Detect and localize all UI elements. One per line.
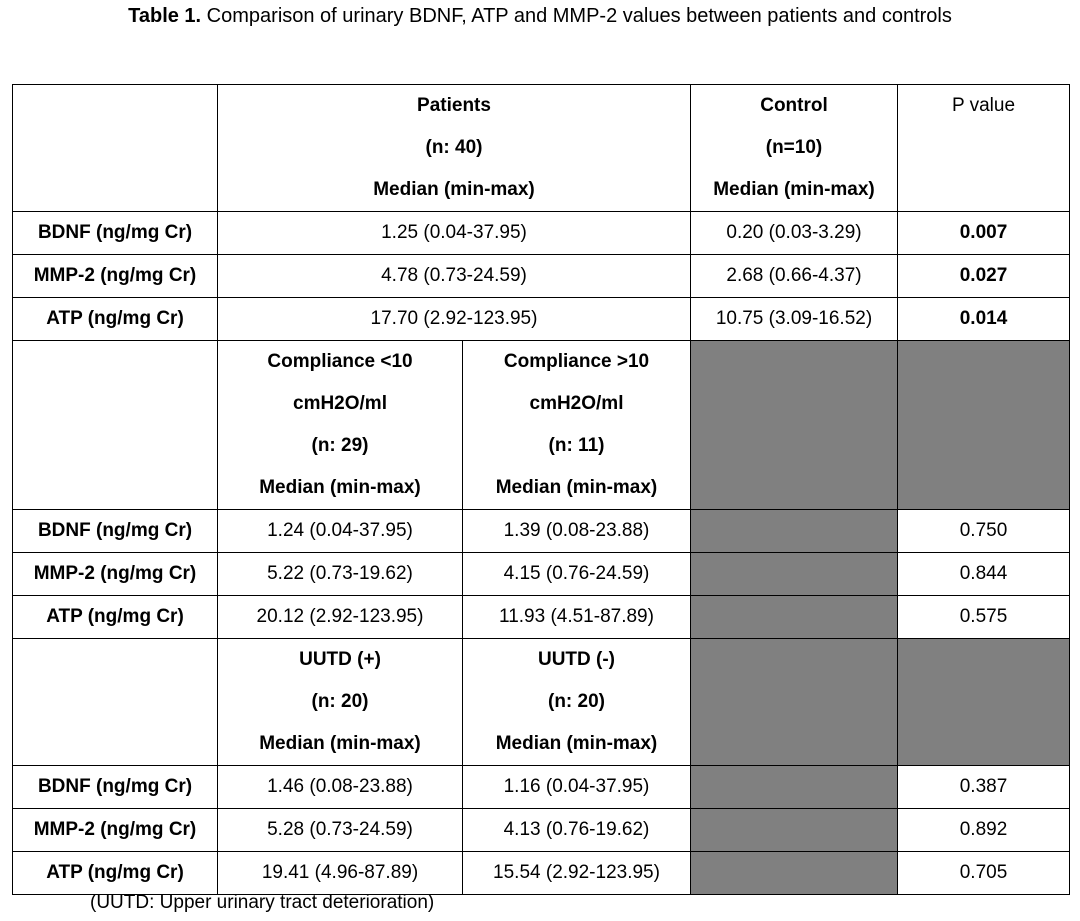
row-label: BDNF (ng/mg Cr) (13, 766, 218, 809)
p-value: 0.705 (898, 852, 1070, 895)
group1-value: 20.12 (2.92-123.95) (218, 596, 463, 639)
shaded-cell (898, 639, 1070, 766)
shaded-cell (691, 766, 898, 809)
patients-value: 17.70 (2.92-123.95) (218, 298, 691, 341)
uutd-positive-header: UUTD (+) (n: 20) Median (min-max) (218, 639, 463, 766)
control-value: 2.68 (0.66-4.37) (691, 255, 898, 298)
compliance-high-header: Compliance >10 cmH2O/ml (n: 11) Median (min-max) (463, 341, 691, 510)
table-row (13, 852, 1070, 895)
table-row (13, 596, 1070, 639)
shaded-cell (691, 553, 898, 596)
control-value: 0.20 (0.03-3.29) (691, 212, 898, 255)
table-footnote: (UUTD: Upper urinary tract deterioration) (90, 892, 435, 913)
shaded-cell (898, 341, 1070, 510)
p-value: 0.892 (898, 809, 1070, 852)
caption-text: Comparison of urinary BDNF, ATP and MMP-2 values between patients and controls (201, 5, 952, 27)
group2-value: 4.15 (0.76-24.59) (463, 553, 691, 596)
p-value: 0.575 (898, 596, 1070, 639)
table-row (13, 809, 1070, 852)
p-value: 0.387 (898, 766, 1070, 809)
p-value: 0.007 (898, 212, 1070, 255)
group2-value: 1.39 (0.08-23.88) (463, 510, 691, 553)
row-label: ATP (ng/mg Cr) (13, 852, 218, 895)
results-table (12, 84, 1070, 895)
p-value: 0.027 (898, 255, 1070, 298)
shaded-cell (691, 510, 898, 553)
group1-value: 5.28 (0.73-24.59) (218, 809, 463, 852)
control-header: Control (n=10) Median (min-max) (691, 85, 898, 212)
shaded-cell (691, 639, 898, 766)
patients-value: 4.78 (0.73-24.59) (218, 255, 691, 298)
group1-value: 19.41 (4.96-87.89) (218, 852, 463, 895)
row-label: BDNF (ng/mg Cr) (13, 510, 218, 553)
shaded-cell (691, 341, 898, 510)
row-label: MMP-2 (ng/mg Cr) (13, 809, 218, 852)
table-row (13, 510, 1070, 553)
group2-value: 11.93 (4.51-87.89) (463, 596, 691, 639)
empty-corner-cell (13, 341, 218, 510)
empty-corner-cell (13, 639, 218, 766)
section2-header-row (13, 341, 1070, 510)
row-label: ATP (ng/mg Cr) (13, 596, 218, 639)
row-label: MMP-2 (ng/mg Cr) (13, 553, 218, 596)
table-row (13, 255, 1070, 298)
compliance-low-header: Compliance <10 cmH2O/ml (n: 29) Median (min-max) (218, 341, 463, 510)
group1-value: 5.22 (0.73-19.62) (218, 553, 463, 596)
p-value: 0.014 (898, 298, 1070, 341)
group2-value: 1.16 (0.04-37.95) (463, 766, 691, 809)
section3-header-row (13, 639, 1070, 766)
table-row (13, 766, 1070, 809)
table-caption (0, 4, 1080, 28)
p-value: 0.750 (898, 510, 1070, 553)
row-label: MMP-2 (ng/mg Cr) (13, 255, 218, 298)
patients-value: 1.25 (0.04-37.95) (218, 212, 691, 255)
pvalue-header: P value (898, 85, 1070, 212)
group1-value: 1.46 (0.08-23.88) (218, 766, 463, 809)
section1-header-row (13, 85, 1070, 212)
shaded-cell (691, 852, 898, 895)
uutd-negative-header: UUTD (-) (n: 20) Median (min-max) (463, 639, 691, 766)
shaded-cell (691, 596, 898, 639)
control-value: 10.75 (3.09-16.52) (691, 298, 898, 341)
group2-value: 15.54 (2.92-123.95) (463, 852, 691, 895)
group2-value: 4.13 (0.76-19.62) (463, 809, 691, 852)
shaded-cell (691, 809, 898, 852)
empty-corner-cell (13, 85, 218, 212)
table-row (13, 212, 1070, 255)
row-label: BDNF (ng/mg Cr) (13, 212, 218, 255)
caption-label: Table 1. (128, 5, 202, 27)
group1-value: 1.24 (0.04-37.95) (218, 510, 463, 553)
row-label: ATP (ng/mg Cr) (13, 298, 218, 341)
patients-header: Patients (n: 40) Median (min-max) (218, 85, 691, 212)
table-row (13, 298, 1070, 341)
table-row (13, 553, 1070, 596)
p-value: 0.844 (898, 553, 1070, 596)
